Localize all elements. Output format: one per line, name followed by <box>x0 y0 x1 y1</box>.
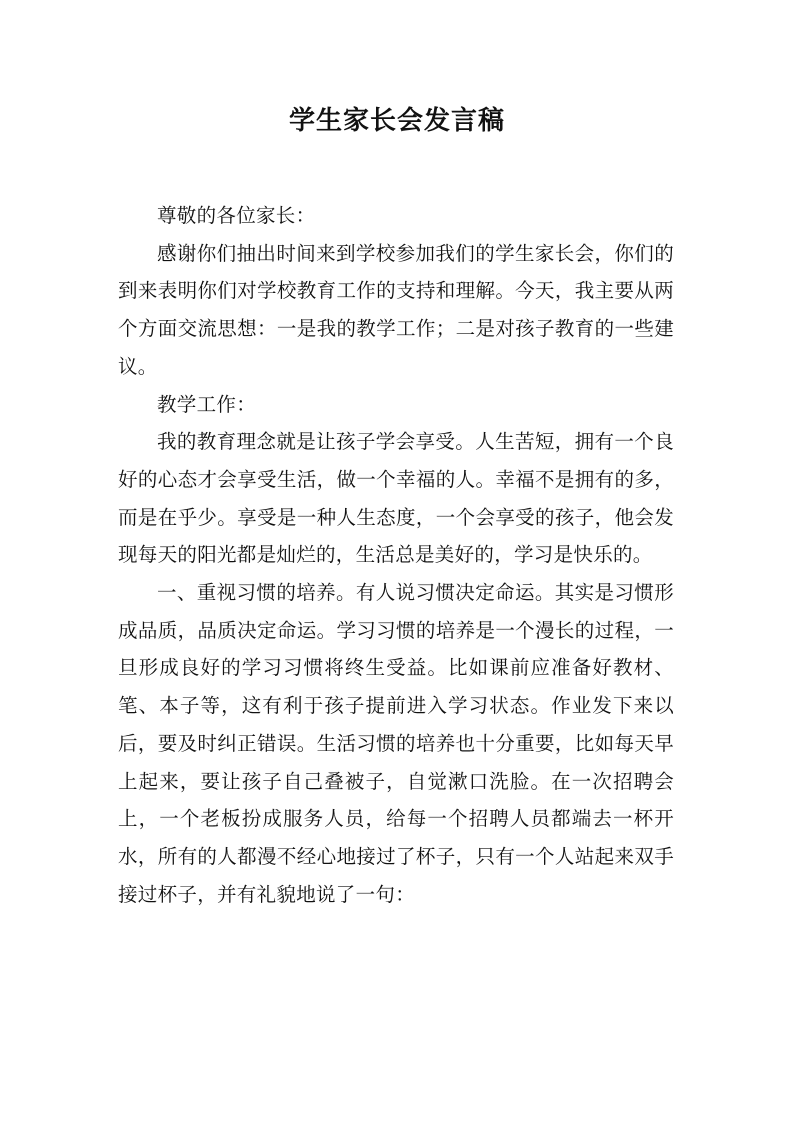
paragraph-habits: 一、重视习惯的培养。有人说习惯决定命运。其实是习惯形成品质，品质决定命运。学习习惯的培养是一个漫长的过程，一旦形成良好的学习习惯将终生受益。比如课前应准备好教材、笔、本子等，这有利于孩子提前进入学习状态。作业发下来以后，要及时纠正错误。生活习惯的培养也十分重要，比如每天早上起来，要让孩子自己叠被子，自觉漱口洗脸。在一次招聘会上，一个老板扮成服务人员，给每一个招聘人员都端去一杯开水，所有的人都漫不经心地接过了杯子，只有一个人站起来双手接过杯子，并有礼貌地说了一句： <box>118 581 674 906</box>
paragraph-section-heading: 教学工作： <box>157 392 257 416</box>
paragraph-intro: 感谢你们抽出时间来到学校参加我们的学生家长会，你们的到来表明你们对学校教育工作的支持和理解。今天，我主要从两个方面交流思想：一是我的教学工作；二是对孩子教育的一些建议。 <box>118 241 674 378</box>
document-title: 学生家长会发言稿 <box>288 106 505 136</box>
paragraph-salutation: 尊敬的各位家长： <box>157 204 316 227</box>
document-body <box>118 197 674 913</box>
paragraph-philosophy: 我的教育理念就是让孩子学会享受。人生苦短，拥有一个良好的心态才会享受生活，做一个幸福的人。幸福不是拥有的多，而是在乎少。享受是一种人生态度，一个会享受的孩子，他会发现每天的阳光都是灿烂的，生活总是美好的，学习是快乐的。 <box>118 430 674 567</box>
